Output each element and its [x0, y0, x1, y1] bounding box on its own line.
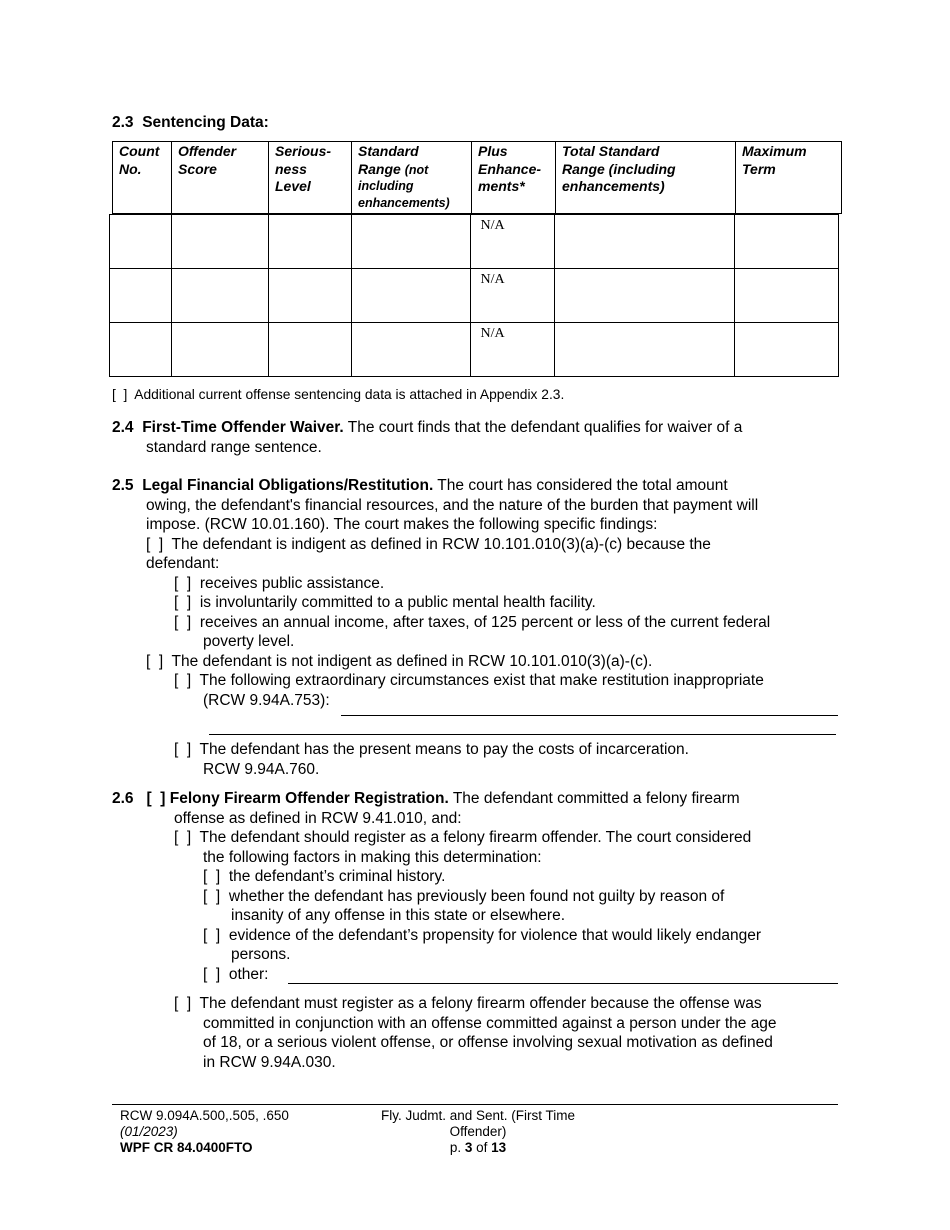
footer-form-id: WPF CR 84.0400FTO — [120, 1140, 253, 1155]
cell-offender-score[interactable] — [171, 323, 268, 377]
footer-left — [120, 1108, 289, 1156]
present-means-block: [ ] The defendant has the present means to pay the costs of incarceration. RCW 9.94A.760. — [112, 740, 689, 779]
footer-rcw: RCW 9.094A.500,.505, .650 — [120, 1108, 289, 1123]
header-count-no: Count No. — [113, 142, 172, 213]
section-number: 2.3 — [112, 114, 134, 131]
income-checkbox[interactable]: [ ] receives an annual income, after taxes, of 125 percent or less of the current federal — [174, 613, 771, 631]
cell-standard-range[interactable] — [351, 269, 471, 323]
mental-health-checkbox[interactable]: [ ] is involuntarily committed to a public mental health facility. — [174, 594, 596, 611]
cell-plus-enhancements[interactable]: N/A — [471, 215, 555, 269]
section-number: 2.5 — [112, 477, 134, 494]
header-total-standard-range: Total Standard Range (including enhancements) — [556, 142, 736, 213]
section-title: First-Time Offender Waiver. — [142, 419, 344, 436]
footer-date: (01/2023) — [120, 1124, 178, 1139]
must-register-checkbox[interactable]: [ ] The defendant must register as a felony firearm offender because the offense was — [174, 995, 762, 1012]
cell-count-no[interactable] — [110, 323, 172, 377]
cell-standard-range[interactable] — [351, 323, 471, 377]
propensity-violence-checkbox[interactable]: [ ] evidence of the defendant’s propensity for violence that would likely endanger — [203, 926, 762, 944]
criminal-history-checkbox[interactable]: [ ] the defendant’s criminal history. — [203, 868, 446, 885]
present-means-checkbox[interactable]: [ ] The defendant has the present means to pay the costs of incarceration. — [174, 741, 689, 758]
cell-total-standard-range[interactable] — [555, 215, 735, 269]
table-row — [110, 323, 839, 377]
table-row — [110, 269, 839, 323]
table-row — [110, 215, 839, 269]
section-2-3-heading — [112, 113, 269, 133]
footer-page-number: p. 3 of 13 — [449, 1140, 507, 1155]
indigent-checkbox[interactable]: [ ] The defendant is indigent as defined in RCW 10.101.010(3)(a)-(c) because the — [146, 535, 711, 553]
extraordinary-circumstances-input-line-2[interactable] — [209, 734, 836, 735]
footer-divider — [112, 1104, 838, 1105]
sentencing-table-body — [109, 214, 839, 377]
header-plus-enhancements: Plus Enhance- ments* — [472, 142, 556, 213]
firearm-registration-checkbox[interactable]: [ ] — [146, 790, 166, 807]
header-maximum-term: Maximum Term — [742, 143, 807, 177]
other-factor-input-line[interactable] — [288, 983, 838, 984]
footer-title: Fly. Judmt. and Sent. (First Time — [380, 1108, 576, 1123]
cell-total-standard-range[interactable] — [555, 323, 735, 377]
section-2-4: 2.4 First-Time Offender Waiver. The court finds that the defendant qualifies for waiver of a standard range sentence. — [112, 419, 743, 456]
cell-seriousness-level[interactable] — [268, 323, 351, 377]
cell-standard-range[interactable] — [351, 215, 471, 269]
cell-total-standard-range[interactable] — [555, 269, 735, 323]
footer-center: Fly. Judmt. and Sent. (First Time Offender) p. 3 of 13 — [362, 1108, 594, 1156]
sentencing-table-header — [112, 141, 842, 214]
other-factor-checkbox[interactable]: [ ] other: — [203, 965, 269, 983]
not-indigent-checkbox[interactable]: [ ] The defendant is not indigent as defined in RCW 10.101.010(3)(a)-(c). — [146, 652, 653, 670]
section-number: 2.6 — [112, 790, 134, 807]
section-2-6: 2.6 [ ] Felony Firearm Offender Registration. The defendant committed a felony firearm offense as defined in RCW 9.41.010, and: [ ] The defendant should register as a felony firearm offender. The court considered the following factors in making this determination: [ ] the defendant’s criminal history. [ ] whether the defendant has previously been found not guilty by reason of insanity of any offense in this state or elsewhere. [ ] evidence of the defendant’s propensity for violence that would likely endanger persons. [ ] other: — [112, 790, 762, 983]
cell-offender-score[interactable] — [171, 215, 268, 269]
section-number: 2.4 — [112, 419, 134, 436]
extraordinary-circumstances-input-line[interactable] — [341, 715, 838, 716]
cell-maximum-term[interactable] — [735, 269, 839, 323]
appendix-2-3-checkbox-line[interactable]: [ ] Additional current offense sentencing data is attached in Appendix 2.3. — [112, 387, 565, 402]
cell-count-no[interactable] — [110, 215, 172, 269]
extraordinary-circumstances-checkbox[interactable]: [ ] The following extraordinary circumstances exist that make restitution inappropriate — [174, 672, 764, 689]
public-assistance-checkbox[interactable]: [ ] receives public assistance. — [174, 574, 385, 592]
should-register-checkbox[interactable]: [ ] The defendant should register as a felony firearm offender. The court considered — [174, 829, 752, 846]
cell-seriousness-level[interactable] — [268, 269, 351, 323]
must-register-block: [ ] The defendant must register as a felony firearm offender because the offense was committed in conjunction with an offense committed against a person under the age of 18, or a serious violent offense, or offense involving sexual motivation as defined in RCW 9.94A.030. — [112, 994, 777, 1072]
section-title: Legal Financial Obligations/Restitution. — [142, 477, 434, 494]
header-offender-score: Offender Score — [172, 142, 269, 213]
cell-maximum-term[interactable] — [735, 323, 839, 377]
section-title: Felony Firearm Offender Registration. — [169, 790, 449, 807]
cell-count-no[interactable] — [110, 269, 172, 323]
cell-plus-enhancements[interactable]: N/A — [471, 269, 555, 323]
cell-offender-score[interactable] — [171, 269, 268, 323]
header-seriousness-level: Serious- ness Level — [269, 142, 352, 213]
cell-maximum-term[interactable] — [735, 215, 839, 269]
cell-seriousness-level[interactable] — [268, 215, 351, 269]
section-title: Sentencing Data: — [142, 114, 269, 131]
not-guilty-insanity-checkbox[interactable]: [ ] whether the defendant has previously been found not guilty by reason of — [203, 887, 725, 905]
section-2-5: 2.5 Legal Financial Obligations/Restitution. The court has considered the total amount owing, the defendant's financial resources, and the nature of the burden that payment will impose. (RCW 10.01.160). The court makes the following specific findings: [ ] The defendant is indigent as defined in RCW 10.101.010(3)(a)-(c) because the defendant: [ ] receives public assistance. [ ] is involuntarily committed to a public mental health facility. [ ] receives an annual income, after taxes, of 125 percent or less of the current federal poverty level. [ ] The defendant is not indigent as defined in RCW 10.101.010(3)(a)-(c). [ ] The following extraordinary circumstances exist that make restitution inappropriate (RCW 9.94A.753): — [112, 477, 771, 709]
cell-plus-enhancements[interactable]: N/A — [471, 323, 555, 377]
header-standard-range: Standard Range (not including enhancements) — [352, 142, 472, 213]
